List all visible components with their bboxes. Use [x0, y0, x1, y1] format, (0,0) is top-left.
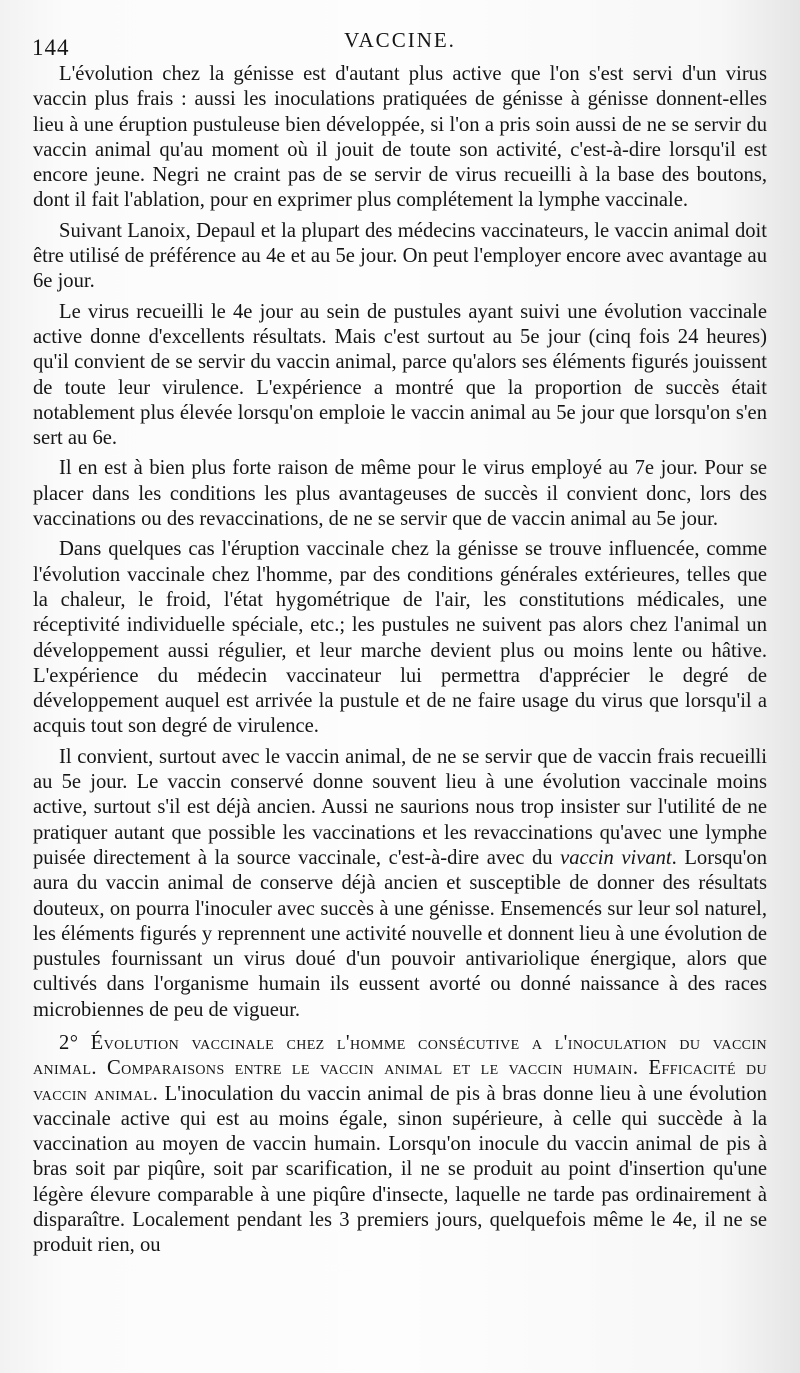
paragraph-4: Il en est à bien plus forte raison de même pour le virus employé au 7e jour. Pour se placer dans les conditions les plus avantageuses de succès il convient donc, lors des vaccinations ou des revaccinations, de ne se servir que de vaccin animal au 5e jour.	[33, 457, 767, 531]
paragraph-6	[33, 745, 767, 1023]
paragraph-6-text-a: Il convient, surtout avec le vaccin animal, de ne se servir que de vaccin frais recueilli au 5e jour. Le vaccin conservé donne souvent lieu à une évolution vaccinale moins active, surtout s'il est déjà ancien. Aussi ne saurions nous trop insister sur l'utilité de ne pratiquer autant que possible les vaccinations et les revaccinations qu'avec une lymphe puisée directement à la source vaccinale, c'est-à-dire avec du	[33, 745, 767, 869]
running-title: VACCINE.	[344, 28, 456, 52]
paragraph-6-text-b: . Lorsqu'on aura du vaccin animal de conserve déjà ancien et susceptible de donner des résultats douteux, on pourra l'inoculer avec succès à une génisse. Ensemencés sur leur sol naturel, les éléments figurés y reprennent une activité nouvelle et donnent lieu à une évolution de pustules fournissant un virus doué d'un pouvoir antivariolique énergique, alors que cultivés dans l'organisme humain ils eussent avorté ou donné naissance à des races microbiennes de peu de vigueur.	[33, 846, 767, 1021]
paragraph-6-italic-term: vaccin vivant	[560, 846, 672, 869]
section-2-paragraph	[33, 1031, 767, 1259]
paragraph-2: Suivant Lanoix, Depaul et la plupart des médecins vaccinateurs, le vaccin animal doit être utilisé de préférence au 4e et au 5e jour. On peut l'employer encore avec avantage au 6e jour.	[33, 219, 767, 293]
body-text	[33, 62, 767, 1264]
page-header	[30, 28, 770, 60]
page-number: 144	[32, 35, 70, 60]
section-2-heading: 2° Évolution vaccinale chez l'homme consécutive a l'inoculation du vaccin animal. Comparaisons entre le vaccin animal et le vaccin humain. Efficacité du vaccin animal.	[33, 1031, 767, 1105]
section-2-text: L'inoculation du vaccin animal de pis à bras donne lieu à une évolution vaccinale active qui est au moins égale, sinon supérieure, à celle qui succède à la vaccination au moyen de vaccin humain. Lorsqu'on inocule du vaccin animal de pis à bras soit par piqûre, soit par scarification, il ne se produit au point d'insertion qu'une légère élevure comparable à une piqûre d'insecte, laquelle ne tarde pas ordinairement à disparaître. Localement pendant les 3 premiers jours, quelquefois même le 4e, il ne se produit rien, ou	[33, 1082, 767, 1257]
paragraph-5: Dans quelques cas l'éruption vaccinale chez la génisse se trouve influencée, comme l'évolution vaccinale chez l'homme, par des conditions générales extérieures, telles que la chaleur, le froid, l'état hygométrique de l'air, les constitutions médicales, une réceptivité individuelle spéciale, etc.; les pustules ne suivent pas alors chez l'animal un développement aussi régulier, et leur marche devient plus ou moins lente ou hâtive. L'expérience du médecin vaccinateur lui permettra d'apprécier le degré de développement auquel est arrivée la pustule et de ne faire usage du virus que lorsqu'il a acquis tout son degré de virulence.	[33, 538, 767, 738]
paragraph-3: Le virus recueilli le 4e jour au sein de pustules ayant suivi une évolution vaccinale active donne d'excellents résultats. Mais c'est surtout au 5e jour (cinq fois 24 heures) qu'il convient de se servir du vaccin animal, parce qu'alors ses éléments figurés jouissent de toute leur virulence. L'expérience a montré que la proportion de succès était notablement plus élevée lorsqu'on emploie le vaccin animal au 5e jour que lorsqu'on s'en sert au 6e.	[33, 300, 767, 450]
paragraph-1: L'évolution chez la génisse est d'autant plus active que l'on s'est servi d'un virus vaccin plus frais : aussi les inoculations pratiquées de génisse à génisse donnent-elles lieu à une éruption pustuleuse bien développée, si l'on a pris soin aussi de ne se servir du vaccin animal qu'au moment où il jouit de toute son activité, c'est-à-dire lorsqu'il est encore jeune. Negri ne craint pas de se servir de virus recueilli à la base des boutons, dont il fait l'ablation, pour en exprimer plus complétement la lymphe vaccinale.	[33, 63, 767, 212]
